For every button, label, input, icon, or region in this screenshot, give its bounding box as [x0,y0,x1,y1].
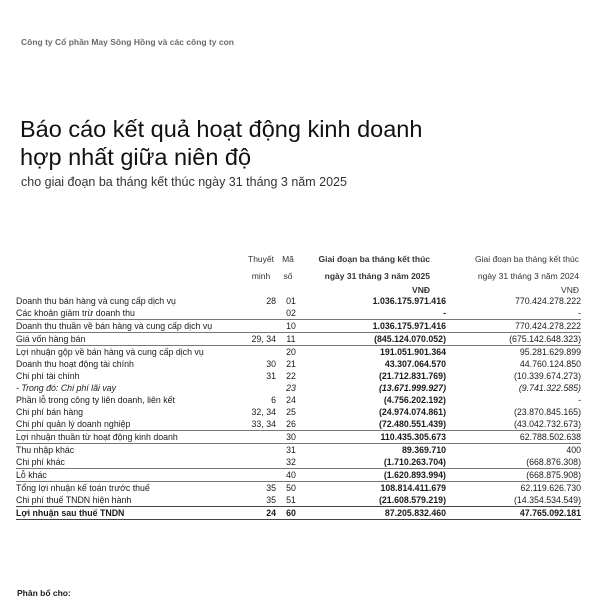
row-prior-value: - [578,395,581,405]
row-prior-value: 44.760.124.850 [519,359,581,369]
statement-row [16,346,581,359]
row-note: 28 [266,296,276,306]
row-code: 23 [286,383,296,393]
statement-row [16,333,581,346]
statement-row [16,482,581,495]
row-label: Chi phí tài chính [16,371,80,381]
row-code: 60 [276,507,306,520]
prior-period-header [420,251,579,285]
report-title [20,115,422,171]
prior-header-line2: ngày 31 tháng 3 năm 2024 [477,271,579,281]
note-header-line1: Thuyết [248,254,274,264]
statement-row [16,444,581,457]
row-note: 6 [271,395,276,405]
row-code: 40 [286,470,296,480]
row-note: 35 [231,482,276,495]
row-code: 02 [286,308,296,318]
row-label: Các khoản giảm trừ doanh thu [16,308,135,318]
row-note: 24 [231,507,276,520]
row-current-value: (21.608.579.219) [378,495,446,505]
row-prior-value: 47.765.092.181 [446,507,581,520]
row-current-value: 89.369.710 [306,444,446,457]
row-prior-value: 95.281.629.899 [446,346,581,359]
row-current-value: (21.712.831.769) [378,371,446,381]
statement-row [16,394,581,406]
row-current-value: - [443,308,446,318]
row-current-value: 43.307.064.570 [384,359,446,369]
current-unit: VNĐ [412,285,430,295]
row-current-value: 191.051.901.364 [306,346,446,359]
row-prior-value: (9.741.322.585) [518,383,581,393]
row-note [231,307,276,320]
row-current-value: (1.710.263.704) [306,456,446,469]
row-note [231,320,276,333]
row-code: 24 [286,395,296,405]
row-note: 29, 34 [231,333,276,346]
row-prior-value: (43.042.732.673) [513,419,581,429]
row-label: Chi phí khác [16,456,231,469]
row-prior-value: (668.875.908) [526,470,581,480]
row-label: Phần lỗ trong công ty liên doanh, liên kết [16,395,175,405]
row-current-value: (4.756.202.192) [383,395,446,405]
row-current-value: (1.620.893.994) [383,470,446,480]
row-note [231,346,276,359]
statement-row [16,456,581,469]
row-note [231,456,276,469]
row-code: 11 [276,333,306,346]
statement-row [16,406,581,418]
row-note: 32, 34 [251,407,276,417]
statement-row [16,494,581,507]
row-label: Lợi nhuận sau thuế TNDN [16,507,231,520]
row-prior-value: 62.788.502.638 [446,431,581,444]
statement-row [16,507,581,520]
row-prior-value: 770.424.278.222 [446,320,581,333]
row-note [231,444,276,457]
statement-row [16,370,581,382]
current-period-header [290,251,430,285]
row-label: Lợi nhuận thuần từ hoạt động kinh doanh [16,431,231,444]
row-prior-value: (668.876.308) [446,456,581,469]
report-period: cho giai đoạn ba tháng kết thúc ngày 31 tháng 3 năm 2025 [21,175,347,189]
row-note: 33, 34 [251,419,276,429]
current-header-line1: Giai đoạn ba tháng kết thúc [318,254,430,264]
row-current-value: 87.205.832.460 [306,507,446,520]
row-current-value: 108.814.411.679 [306,482,446,495]
row-label: Thu nhập khác [16,444,231,457]
row-code: 20 [276,346,306,359]
row-current-value: 1.036.175.971.416 [306,320,446,333]
row-note [231,469,276,482]
row-label: Giá vốn hàng bán [16,333,231,346]
statement-row [16,295,581,307]
row-prior-value: 62.119.626.730 [446,482,581,495]
row-current-value: (845.124.070.052) [306,333,446,346]
row-code: 32 [276,456,306,469]
row-label: Chi phí bán hàng [16,407,84,417]
statement-row [16,469,581,482]
row-current-value: (72.480.551.439) [378,419,446,429]
note-header-line2: minh [251,271,271,281]
row-label: Chi phí thuế TNDN hiện hành [16,495,132,505]
row-note [231,431,276,444]
row-label: Lợi nhuận gộp về bán hàng và cung cấp dịch vụ [16,346,231,359]
row-code: 21 [286,359,296,369]
row-prior-value: - [578,308,581,318]
row-current-value: 110.435.305.673 [306,431,446,444]
row-code: 31 [276,444,306,457]
row-code: 51 [286,495,296,505]
row-prior-value: 770.424.278.222 [514,296,581,306]
income-statement-table [16,295,581,520]
row-code: 50 [276,482,306,495]
prior-header-line1: Giai đoạn ba tháng kết thúc [475,254,579,264]
row-label: Lỗ khác [16,470,47,480]
row-label: Doanh thu hoạt động tài chính [16,359,134,369]
row-label: Doanh thu thuần về bán hàng và cung cấp dịch vụ [16,320,231,333]
prior-unit: VNĐ [561,285,579,295]
current-header-line2: ngày 31 tháng 3 năm 2025 [324,271,430,281]
row-code: 25 [286,407,296,417]
row-code: 10 [276,320,306,333]
row-prior-value: 400 [446,444,581,457]
row-label: Tổng lợi nhuận kế toán trước thuế [16,482,231,495]
code-header-line2: số [283,271,293,281]
company-name: Công ty Cổ phần May Sông Hồng và các công ty con [21,37,234,47]
allocation-label: Phân bổ cho: [17,588,71,598]
statement-row [16,307,581,320]
row-code: 26 [286,419,296,429]
row-current-value: (24.974.074.861) [378,407,446,417]
row-label: Chi phí quản lý doanh nghiệp [16,419,131,429]
statement-row [16,320,581,333]
row-prior-value: (10.339.674.273) [513,371,581,381]
report-title-line2: hợp nhất giữa niên độ [20,144,252,170]
row-prior-value: (23.870.845.165) [513,407,581,417]
row-prior-value: (675.142.648.323) [446,333,581,346]
report-title-line1: Báo cáo kết quả hoạt động kinh doanh [20,116,423,142]
row-current-value: 1.036.175.971.416 [372,296,446,306]
row-label: - Trong đó: Chi phí lãi vay [16,383,117,393]
code-header-line1: Mã [282,254,294,264]
statement-row [16,418,581,431]
row-code: 01 [286,296,296,306]
row-current-value: (13.671.999.927) [378,383,446,393]
row-prior-value: (14.354.534.549) [513,495,581,505]
row-code: 22 [286,371,296,381]
row-note: 31 [266,371,276,381]
row-note [231,382,276,394]
statement-row [16,431,581,444]
statement-row [16,382,581,394]
row-note: 35 [266,495,276,505]
row-label: Doanh thu bán hàng và cung cấp dịch vụ [16,296,176,306]
row-code: 30 [276,431,306,444]
row-note: 30 [266,359,276,369]
statement-row [16,358,581,370]
